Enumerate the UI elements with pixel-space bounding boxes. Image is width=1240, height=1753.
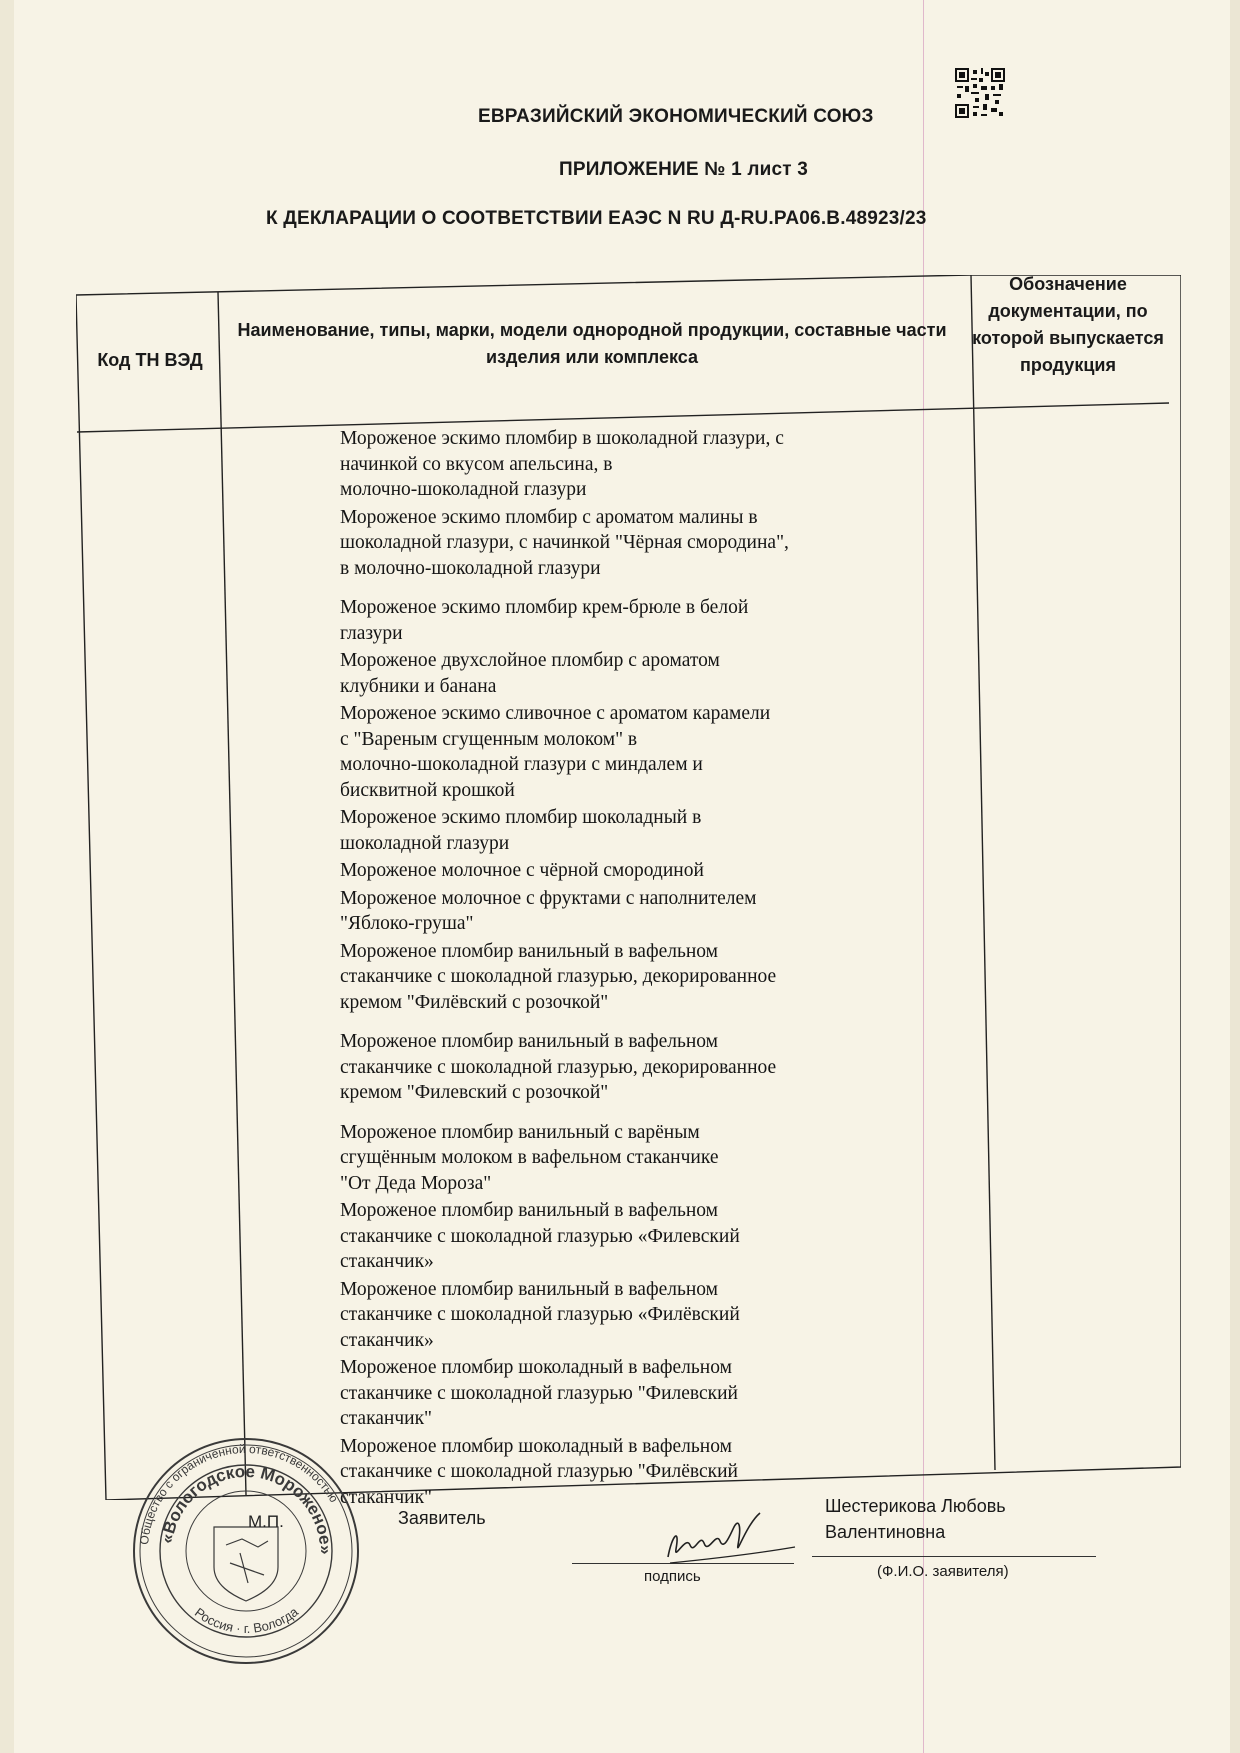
list-item: Мороженое эскимо пломбир в шоколадной глазури, с начинкой со вкусом апельсина, в молочно-шоколадной глазури — [340, 428, 784, 500]
stamp-outer-text: Общество с ограниченной ответственностью — [137, 1441, 342, 1546]
list-item: Мороженое эскимо пломбир с ароматом малины в шоколадной глазури, с начинкой "Чёрная смородина", в молочно-шоколадной глазури — [340, 506, 789, 579]
products-list — [340, 426, 880, 1512]
list-item: Мороженое пломбир ванильный в вафельном стаканчике с шоколадной глазурью, декорированное кремом "Филевский с розочкой" — [340, 1031, 777, 1103]
page-edge-right — [1230, 0, 1240, 1753]
column-header-code: Код ТН ВЭД — [97, 350, 203, 370]
fio-line — [812, 1556, 1096, 1557]
declaration-title: К ДЕКЛАРАЦИИ О СООТВЕТСТВИИ ЕАЭС N RU Д-RU.PA06.B.48923/23 — [266, 208, 927, 229]
union-title: ЕВРАЗИЙСКИЙ ЭКОНОМИЧЕСКИЙ СОЮЗ — [478, 106, 874, 127]
list-item: Мороженое эскимо сливочное с ароматом карамели с "Вареным сгущенным молоком" в молочно-шоколадной глазури с миндалем и бисквитной крошкой — [340, 703, 771, 801]
company-stamp-icon — [130, 1435, 362, 1667]
stamp-inner-text: «Вологодское Мороженое» — [157, 1461, 336, 1555]
column-header-name: Наименование, типы, марки, модели однородной продукции, составные части изделия или комплекса — [237, 320, 947, 367]
list-item: Мороженое молочное с фруктами с наполнителем "Яблоко-груша" — [340, 887, 757, 934]
appendix-title: ПРИЛОЖЕНИЕ № 1 лист 3 — [559, 159, 808, 180]
list-item: Мороженое эскимо пломбир крем-брюле в белой глазури — [340, 597, 749, 644]
signature-icon — [650, 1505, 800, 1575]
list-item: Мороженое пломбир шоколадный в вафельном стаканчике с шоколадной глазурью "Филевский стаканчик" — [340, 1357, 738, 1429]
page-edge-left — [0, 0, 14, 1753]
list-item: Мороженое молочное с чёрной смородиной — [340, 860, 704, 881]
stamp-bottom-text: Россия · г. Вологда — [191, 1604, 301, 1636]
list-item: Мороженое двухслойное пломбир с ароматом клубники и банана — [340, 650, 720, 697]
signature-caption: подпись — [644, 1568, 701, 1585]
list-item: Мороженое пломбир ванильный в вафельном стаканчике с шоколадной глазурью «Филевский стаканчик» — [340, 1200, 740, 1272]
list-item: Мороженое пломбир ванильный в вафельном стаканчике с шоколадной глазурью, декорированное кремом "Филёвский с розочкой" — [340, 940, 777, 1013]
stamp-mp: М.П. — [248, 1512, 284, 1531]
list-item: Мороженое пломбир шоколадный в вафельном стаканчике с шоколадной глазурью "Филёвский стаканчик" — [340, 1435, 738, 1508]
list-item: Мороженое эскимо пломбир шоколадный в шоколадной глазури — [340, 807, 702, 854]
list-item: Мороженое пломбир ванильный в вафельном стаканчике с шоколадной глазурью «Филёвский стаканчик» — [340, 1278, 740, 1351]
list-item: Мороженое пломбир ванильный с варёным сгущённым молоком в вафельном стаканчике "От Деда Мороза" — [340, 1121, 719, 1194]
column-header-doc: Обозначение документации, по которой выпускается продукция — [972, 274, 1164, 375]
qr-code-icon — [955, 68, 1005, 118]
applicant-name: Шестерикова Любовь Валентиновна — [825, 1496, 1006, 1542]
applicant-label: Заявитель — [398, 1508, 486, 1528]
fio-caption: (Ф.И.О. заявителя) — [877, 1563, 1009, 1580]
